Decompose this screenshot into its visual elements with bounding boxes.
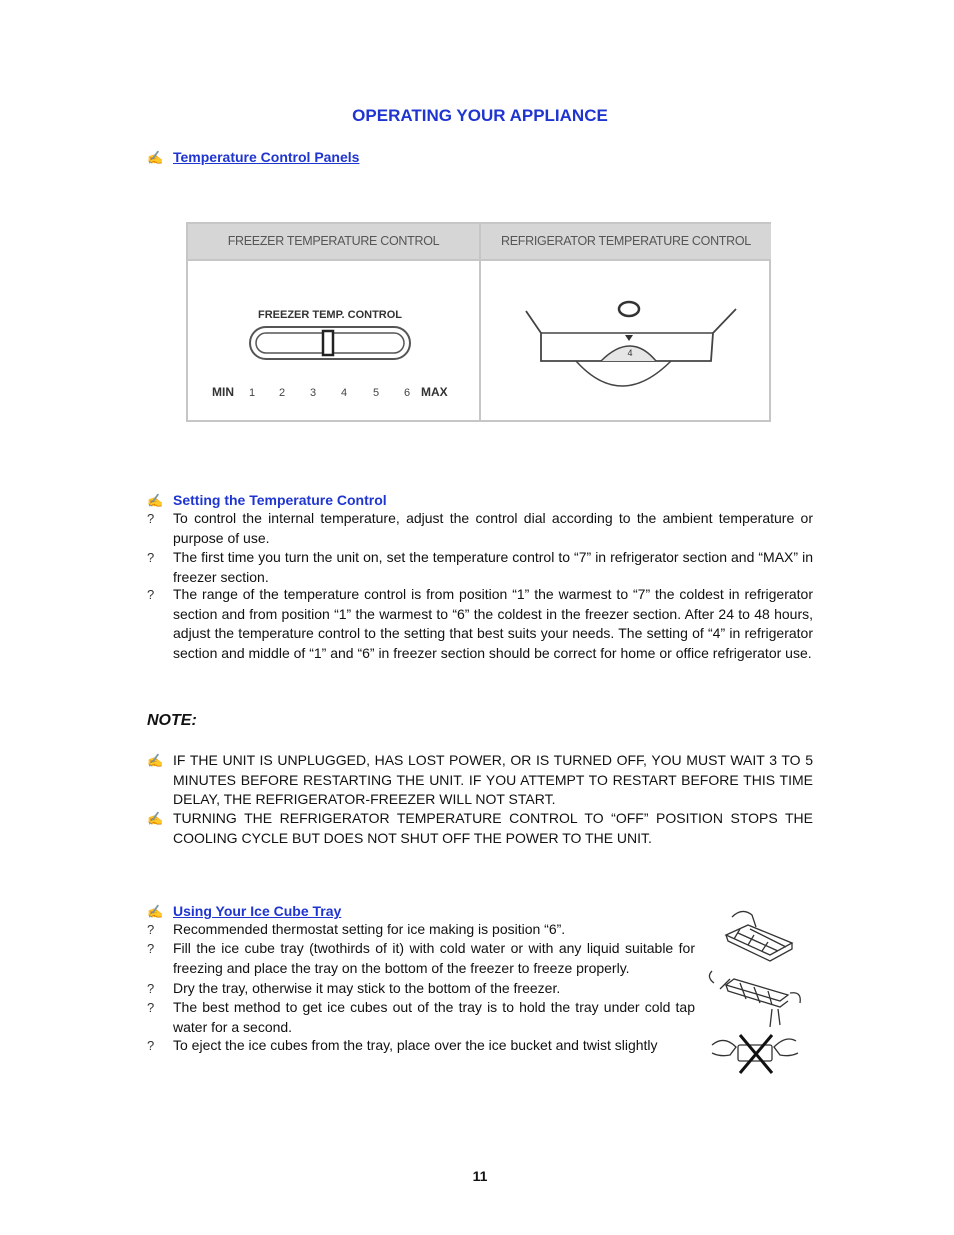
- scale-tick: 2: [278, 387, 286, 399]
- bullet-mark: ?: [147, 981, 155, 996]
- control-panel-figure: [186, 222, 771, 422]
- writing-hand-icon: ✍: [147, 811, 164, 826]
- section-heading-setting: [147, 492, 387, 509]
- ice-bullet-2: Fill the ice cube tray (twothirds of it) with cold water or with any liquid suitable for freezing and place the tray on the bottom of the freezer to freeze properly.: [173, 940, 695, 976]
- writing-hand-icon: ✍: [147, 753, 164, 768]
- max-label: MAX: [421, 385, 448, 399]
- writing-hand-icon: ✍: [147, 150, 164, 165]
- freezer-temp-label: FREEZER TEMP. CONTROL: [257, 309, 403, 321]
- list-item: [147, 548, 813, 587]
- bullet-mark: ?: [147, 511, 155, 526]
- bullet-mark: ?: [147, 587, 155, 602]
- list-item: [147, 809, 813, 848]
- writing-hand-icon: ✍: [147, 493, 164, 508]
- setting-bullet-2: The first time you turn the unit on, set the temperature control to “7” in refrigerator section and “MAX” in freezer section.: [173, 549, 813, 585]
- list-item: [147, 920, 695, 940]
- list-item: [147, 585, 813, 663]
- scale-tick: 1: [248, 387, 256, 399]
- bullet-mark: ?: [147, 550, 155, 565]
- section-heading-panels: [147, 149, 359, 166]
- list-item: [147, 1036, 695, 1056]
- scale-tick: 3: [309, 387, 317, 399]
- refrigerator-panel-header: REFRIGERATOR TEMPERATURE CONTROL: [481, 224, 771, 261]
- ice-bullet-5: To eject the ice cubes from the tray, place over the ice bucket and twist slightly: [173, 1037, 658, 1053]
- ice-bullet-4: The best method to get ice cubes out of the tray is to hold the tray under cold tap water for a second.: [173, 999, 695, 1035]
- list-item: [147, 998, 695, 1037]
- scale-tick: 5: [372, 387, 380, 399]
- list-item: [147, 979, 695, 999]
- page-title: OPERATING YOUR APPLIANCE: [352, 106, 608, 125]
- min-label: MIN: [212, 385, 234, 399]
- ice-tray-twist-icon: [709, 971, 800, 1027]
- dial-value: 4: [627, 348, 633, 358]
- freezer-slider-illustration: [188, 261, 478, 421]
- bullet-mark: ?: [147, 1038, 155, 1053]
- list-item: [147, 751, 813, 810]
- writing-hand-icon: ✍: [147, 904, 164, 919]
- ice-tray-illustration: [700, 905, 810, 1090]
- refrigerator-dial-illustration: [481, 261, 771, 421]
- page-number: 11: [472, 1168, 488, 1184]
- bullet-mark: ?: [147, 1000, 155, 1015]
- ice-bullet-1: Recommended thermostat setting for ice making is position “6”.: [173, 921, 566, 937]
- note-item-1: IF THE UNIT IS UNPLUGGED, HAS LOST POWER, OR IS TURNED OFF, YOU MUST WAIT 3 TO 5 MINUTES BEFORE RESTARTING THE UNIT. IF YOU ATTEMPT TO RESTART BEFORE THIS TIME DELAY, THE REFRIGERATOR-FREEZER WILL NOT START.: [173, 752, 813, 807]
- note-label: NOTE:: [147, 712, 197, 729]
- slider-knob: [323, 331, 333, 355]
- list-item: [147, 509, 813, 548]
- ice-tray-fill-icon: [726, 911, 792, 961]
- freezer-panel-header: FREEZER TEMPERATURE CONTROL: [188, 224, 481, 261]
- indicator-light: [619, 302, 639, 316]
- ice-heading-text: Using Your Ice Cube Tray: [173, 903, 342, 919]
- scale-tick: 4: [340, 387, 348, 399]
- bullet-mark: ?: [147, 922, 155, 937]
- list-item: [147, 939, 695, 978]
- panels-heading-text: Temperature Control Panels: [173, 149, 360, 165]
- setting-heading-text: Setting the Temperature Control: [173, 492, 387, 508]
- dial-pointer-icon: [625, 335, 633, 341]
- ice-bullet-3: Dry the tray, otherwise it may stick to the bottom of the freezer.: [173, 980, 561, 996]
- bullet-mark: ?: [147, 941, 155, 956]
- section-heading-ice: [147, 903, 341, 920]
- setting-bullet-3: The range of the temperature control is from position “1” the warmest to “7” the coldest in refrigerator section and from position “1” the warmest to “6” the coldest in the freezer section. After 24 to 48 hours, adjust the temperature control to the setting that best suits your needs. The setting of “4” in refrigerator section and middle of “1” and “6” in freezer section should be correct for home or office refrigerator use.: [173, 586, 813, 661]
- setting-bullet-1: To control the internal temperature, adjust the control dial according to the ambient temperature or purpose of use.: [173, 510, 813, 546]
- scale-tick: 6: [403, 387, 411, 399]
- note-item-2: TURNING THE REFRIGERATOR TEMPERATURE CONTROL TO “OFF” POSITION STOPS THE COOLING CYCLE BUT DOES NOT SHUT OFF THE POWER TO THE UNIT.: [173, 810, 813, 846]
- ice-tray-wrong-method-icon: [712, 1035, 798, 1073]
